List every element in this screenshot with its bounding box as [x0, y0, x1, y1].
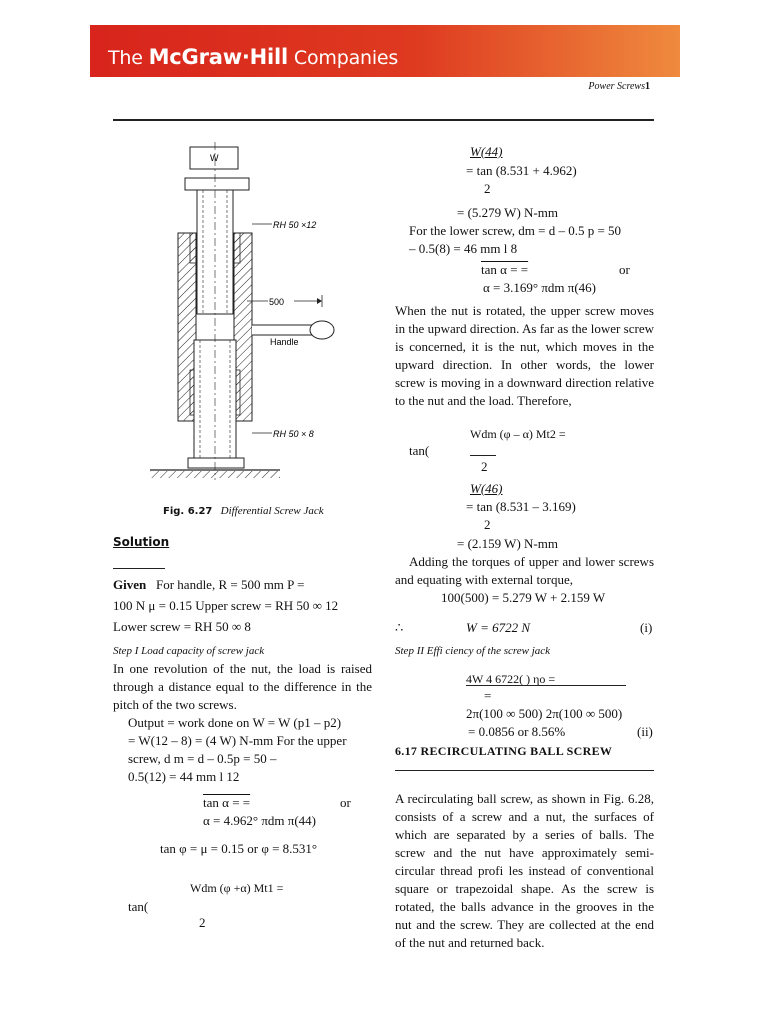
therefore-symbol: ∴ [395, 620, 404, 635]
w46-numerator: W(46) [470, 481, 503, 496]
paragraph-adding-torques: Adding the torques of upper and lower screws and equating with external torque, [395, 554, 654, 587]
tan-sum-line: = tan (8.531 + 4.962) [466, 163, 577, 178]
solution-heading: Solution [113, 535, 170, 549]
denominator-2-left: 2 [199, 915, 206, 930]
tan-open-1: tan( [128, 899, 149, 914]
paragraph-load-raise: In one revolution of the nut, the load is raised through a distance equal to the difference in the pitch of the two screws. [113, 661, 372, 712]
running-head-title: Power Screws [588, 81, 645, 92]
output-line-3: screw, d m = d – 0.5p = 50 – [128, 751, 277, 766]
efficiency-fraction-bar [466, 685, 626, 686]
or-label-2: or [619, 262, 630, 277]
publisher-logo [108, 45, 398, 69]
handle-knob [310, 321, 334, 339]
section-heading-ball-screw: 6.17 RECIRCULATING BALL SCREW [395, 744, 613, 758]
or-label-1: or [340, 795, 351, 810]
w44-numerator: W(44) [470, 144, 503, 159]
torque-mt1-formula: Wdm (φ +α) Mt1 = [190, 881, 284, 895]
lower-screw-line-2: – 0.5(8) = 46 mm l 8 [409, 241, 518, 256]
tan-open-2: tan( [409, 443, 430, 458]
result-lower-torque: = (2.159 W) N-mm [457, 536, 558, 551]
given-text-1: For handle, R = 500 mm P = [155, 577, 305, 592]
base-block [188, 458, 244, 468]
denominator-2-b: 2 [481, 459, 488, 474]
equation-label-ii: (ii) [637, 724, 653, 739]
given-line-1 [113, 576, 305, 594]
fraction-bar-mt2 [470, 455, 496, 456]
efficiency-numerator: 4W 4 6722( ) ηo = [466, 672, 556, 686]
header-rule [113, 119, 654, 121]
efficiency-denominator: 2π(100 ∞ 500) 2π(100 ∞ 500) [466, 706, 623, 721]
given-line-2: 100 N μ = 0.15 Upper screw = RH 50 ∞ 12 [113, 598, 339, 613]
solution-rule [113, 568, 165, 569]
step-2-heading: Step II Effi ciency of the screw jack [395, 645, 551, 657]
output-line-4: 0.5(12) = 44 mm l 12 [128, 769, 240, 784]
alpha-upper-value: α = 4.962° πdm π(44) [203, 813, 316, 828]
equation-label-i: (i) [640, 620, 653, 635]
paragraph-nut-rotation: When the nut is rotated, the upper screw moves in the upward direction. As far as the lower screw is concerned, it is the nut, which moves in the upward direction. In other words, the lower screw is moving in a downward direction relative to the nut and the load. Therefore, [395, 303, 654, 408]
w-result: W = 6722 N [466, 620, 531, 635]
given-line-3: Lower screw = RH 50 ∞ 8 [113, 619, 251, 634]
figure-caption [163, 505, 324, 517]
step-1-heading: Step I Load capacity of screw jack [113, 645, 265, 657]
efficiency-equals: = [484, 688, 492, 703]
handle-length-label: 500 [269, 297, 285, 307]
load-label: W [210, 153, 219, 163]
upper-screw-label: RH 50 ×12 [273, 220, 317, 230]
handle-bar [252, 325, 312, 335]
figure-title: Differential Screw Jack [220, 505, 324, 517]
tan-alpha-lower: tan α = = [481, 262, 529, 277]
output-line-1: Output = work done on W = W (p1 – p2) [128, 715, 342, 730]
section-rule [395, 770, 654, 771]
lower-screw-line-1: For the lower screw, dm = d – 0.5 p = 50 [409, 223, 622, 238]
figure-number: Fig. 6.27 [163, 506, 213, 517]
denominator-2-a: 2 [484, 181, 491, 196]
alpha-lower-value: α = 3.169° πdm π(46) [483, 280, 596, 295]
lower-screw-label: RH 50 × 8 [273, 429, 314, 439]
denominator-2-c: 2 [484, 517, 491, 532]
tan-phi-line: tan φ = μ = 0.15 or φ = 8.531° [160, 841, 318, 856]
torque-mt2-formula: Wdm (φ – α) Mt2 = [470, 427, 566, 441]
given-label: Given [113, 577, 147, 592]
cap-plate [185, 178, 249, 190]
page-number: 1 [645, 81, 650, 92]
logo-name: McGraw·Hill [148, 45, 289, 69]
screw-jack-drawing [150, 140, 380, 490]
efficiency-result: = 0.0856 or 8.56% [468, 724, 566, 739]
torque-equation: 100(500) = 5.279 W + 2.159 W [441, 590, 606, 605]
logo-prefix: The [108, 47, 143, 69]
paragraph-ball-screw: A recirculating ball screw, as shown in Fig. 6.28, consists of a screw and a nut, the surfaces of which are separated by a series of balls. The screw and the nut have approximately semi-circular thread profi les instead of conventional square or trapezoidal shape. As the screw is rotated, the balls advance in the grooves in the nut and the screw. They are collected at the end of the nut and returned back. [395, 791, 654, 950]
tan-alpha-upper: tan α = = [203, 795, 251, 810]
logo-suffix: Companies [293, 47, 399, 69]
output-line-2: = W(12 – 8) = (4 W) N-mm For the upper [128, 733, 347, 748]
handle-label: Handle [270, 337, 299, 347]
result-upper-torque: = (5.279 W) N-mm [457, 205, 558, 220]
running-head [588, 81, 650, 92]
tan-diff-line: = tan (8.531 – 3.169) [466, 499, 576, 514]
